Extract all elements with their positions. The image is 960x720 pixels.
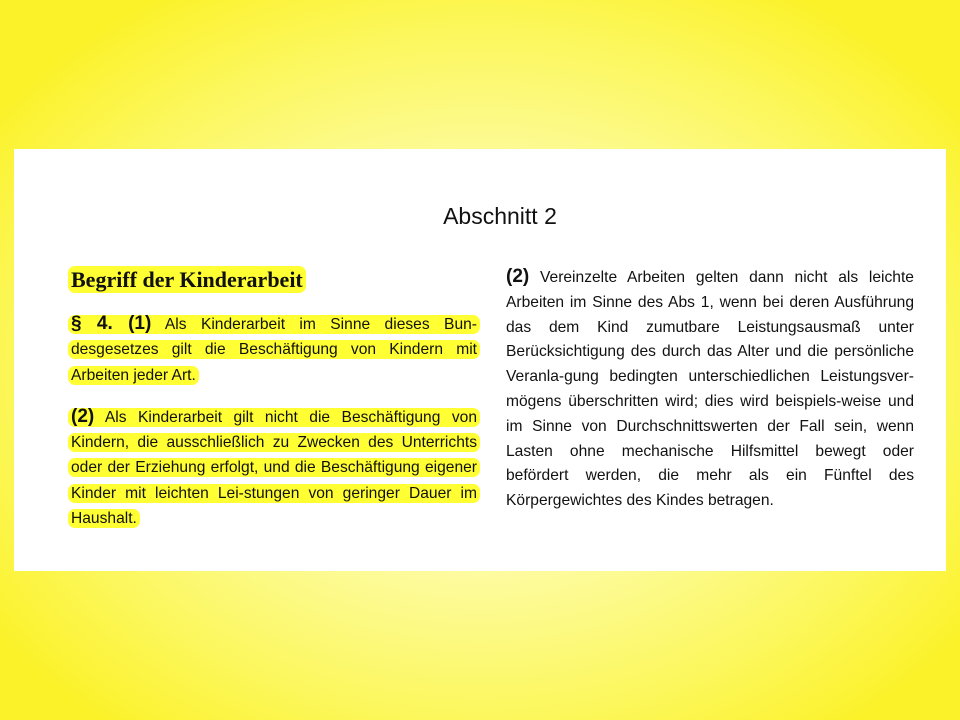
section-title: Abschnitt 2 xyxy=(443,203,557,229)
paragraph-4-1-text: Als Kinderarbeit im Sinne dieses Bun-desgesetzes gilt die Beschäftigung von Kindern mit Arbeiten jeder Art. xyxy=(71,316,477,384)
paragraph-4-1 xyxy=(68,311,480,388)
heading: Begriff der Kinderarbeit xyxy=(68,266,306,293)
paragraph-4-2-number: (2) xyxy=(71,405,95,427)
heading-block xyxy=(68,265,480,295)
document-sheet xyxy=(14,149,946,571)
paragraph-4-2-highlight xyxy=(68,405,480,528)
paragraph-right-2-number: (2) xyxy=(506,266,530,287)
right-column xyxy=(506,265,914,514)
paragraph-right-2-text: Vereinzelte Arbeiten gelten dann nicht als leichte Arbeiten im Sinne des Abs 1, wenn bei deren Ausführung das dem Kind zumutbare Leistungsausmaß unter Berücksichtigung des durch das Alter und die persönliche Veranla-gung bedingten unterschiedlichen Leistungsver-mögens überschritten wird; dies wird beispiels-weise und im Sinne von Durchschnittswerten der Fall sein, wenn Lasten ohne mechanische Hilfsmittel bewegt oder befördert werden, die mehr als ein Fünftel des Körpergewichtes des Kindes betragen. xyxy=(506,269,914,510)
paragraph-right-2 xyxy=(506,265,914,514)
paragraph-4-2 xyxy=(68,404,480,531)
left-column xyxy=(68,265,480,531)
paragraph-4-1-highlight xyxy=(68,315,480,385)
paragraph-4-2-text: Als Kinderarbeit gilt nicht die Beschäftigung von Kindern, die ausschließlich zu Zwecken des Unterrichts oder der Erziehung erfolgt, und die Beschäftigung eigener Kinder mit leichten Lei-stungen von geringer Dauer im Haushalt. xyxy=(71,408,477,528)
paragraph-4-1-number: § 4. (1) xyxy=(71,313,152,334)
